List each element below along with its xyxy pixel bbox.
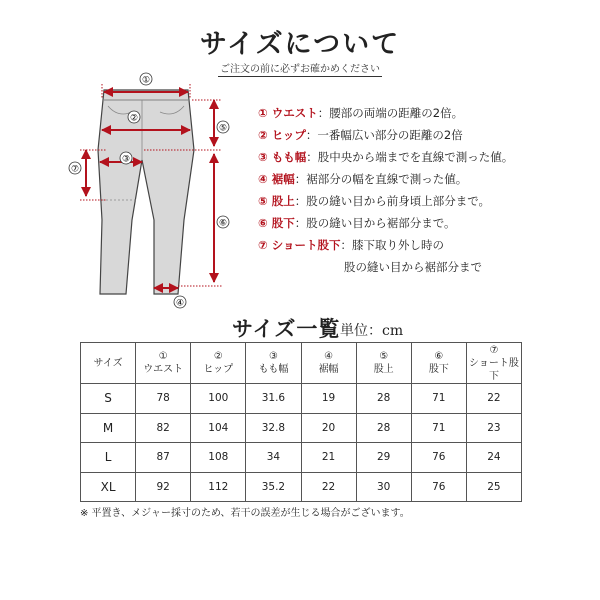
page-title: サイズについて: [199, 29, 401, 60]
table-cell: 100: [191, 384, 246, 414]
size-table-title: サイズ一覧: [232, 317, 341, 341]
table-cell: 21: [301, 443, 356, 473]
table-cell: 28: [356, 384, 411, 414]
pants-measurement-diagram: [66, 70, 256, 310]
table-cell: XL: [81, 472, 136, 502]
table-header-row: [81, 343, 522, 384]
table-cell: S: [81, 384, 136, 414]
header-hip: ② ヒップ: [191, 343, 246, 384]
table-cell: 87: [136, 443, 191, 473]
table-cell: 25: [466, 472, 521, 502]
table-cell: 32.8: [246, 413, 301, 443]
table-cell: 20: [301, 413, 356, 443]
table-cell: 76: [411, 443, 466, 473]
table-cell: 35.2: [246, 472, 301, 502]
table-row: [81, 472, 522, 502]
pants-illustration: [98, 90, 194, 294]
page-subtitle: ご注文の前に必ずお確かめください: [220, 64, 380, 75]
marker-4: ④: [175, 298, 185, 309]
legend-item-rise: ⑤ 股上：股の縫い目から前身頃上部分まで。: [258, 194, 491, 208]
legend-item-short-inseam: ⑦ ショート股下：膝下取り外し時の: [258, 238, 445, 252]
table-row: [81, 413, 522, 443]
table-cell: M: [81, 413, 136, 443]
table-cell: L: [81, 443, 136, 473]
table-cell: 23: [466, 413, 521, 443]
table-cell: 71: [411, 413, 466, 443]
marker-7: ⑦: [70, 164, 80, 175]
table-cell: 82: [136, 413, 191, 443]
legend-item-short-inseam-continuation: 股の縫い目から裾部分まで: [344, 260, 482, 274]
legend-item-waist: ① ウエスト：腰部の両端の距離の2倍。: [258, 106, 464, 120]
header-waist: ① ウエスト: [136, 343, 191, 384]
table-cell: 108: [191, 443, 246, 473]
table-cell: 30: [356, 472, 411, 502]
table-row: [81, 443, 522, 473]
table-cell: 104: [191, 413, 246, 443]
header-hem: ④ 裾幅: [301, 343, 356, 384]
marker-2: ②: [129, 113, 139, 124]
table-cell: 22: [301, 472, 356, 502]
table-cell: 28: [356, 413, 411, 443]
table-cell: 112: [191, 472, 246, 502]
marker-1: ①: [141, 75, 151, 86]
table-cell: 34: [246, 443, 301, 473]
header-thigh: ③ もも幅: [246, 343, 301, 384]
table-cell: 29: [356, 443, 411, 473]
table-cell: 92: [136, 472, 191, 502]
table-cell: 22: [466, 384, 521, 414]
header-inseam: ⑥ 股下: [411, 343, 466, 384]
table-cell: 78: [136, 384, 191, 414]
table-cell: 19: [301, 384, 356, 414]
table-cell: 76: [411, 472, 466, 502]
marker-3: ③: [121, 154, 131, 165]
table-cell: 31.6: [246, 384, 301, 414]
header-rise: ⑤ 股上: [356, 343, 411, 384]
legend-item-thigh: ③ もも幅：股中央から端までを直線で測った値。: [258, 150, 514, 164]
legend-item-hem: ④ 裾幅：裾部分の幅を直線で測った値。: [258, 172, 468, 186]
measurement-legend: [258, 102, 513, 278]
header-size: サイズ: [81, 343, 136, 384]
measurement-note: ※ 平置き、メジャー採寸のため、若干の誤差が生じる場合がございます。: [80, 508, 410, 519]
size-table: [80, 342, 522, 502]
legend-item-inseam: ⑥ 股下：股の縫い目から裾部分まで。: [258, 216, 456, 230]
table-cell: 24: [466, 443, 521, 473]
table-row: [81, 384, 522, 414]
table-cell: 71: [411, 384, 466, 414]
marker-5: ⑤: [218, 123, 228, 134]
legend-item-hip: ② ヒップ：一番幅広い部分の距離の2倍: [258, 128, 463, 142]
header-short-inseam: ⑦ ショート股下: [466, 343, 521, 384]
marker-6: ⑥: [218, 218, 228, 229]
unit-label: 単位：cm: [340, 323, 404, 339]
